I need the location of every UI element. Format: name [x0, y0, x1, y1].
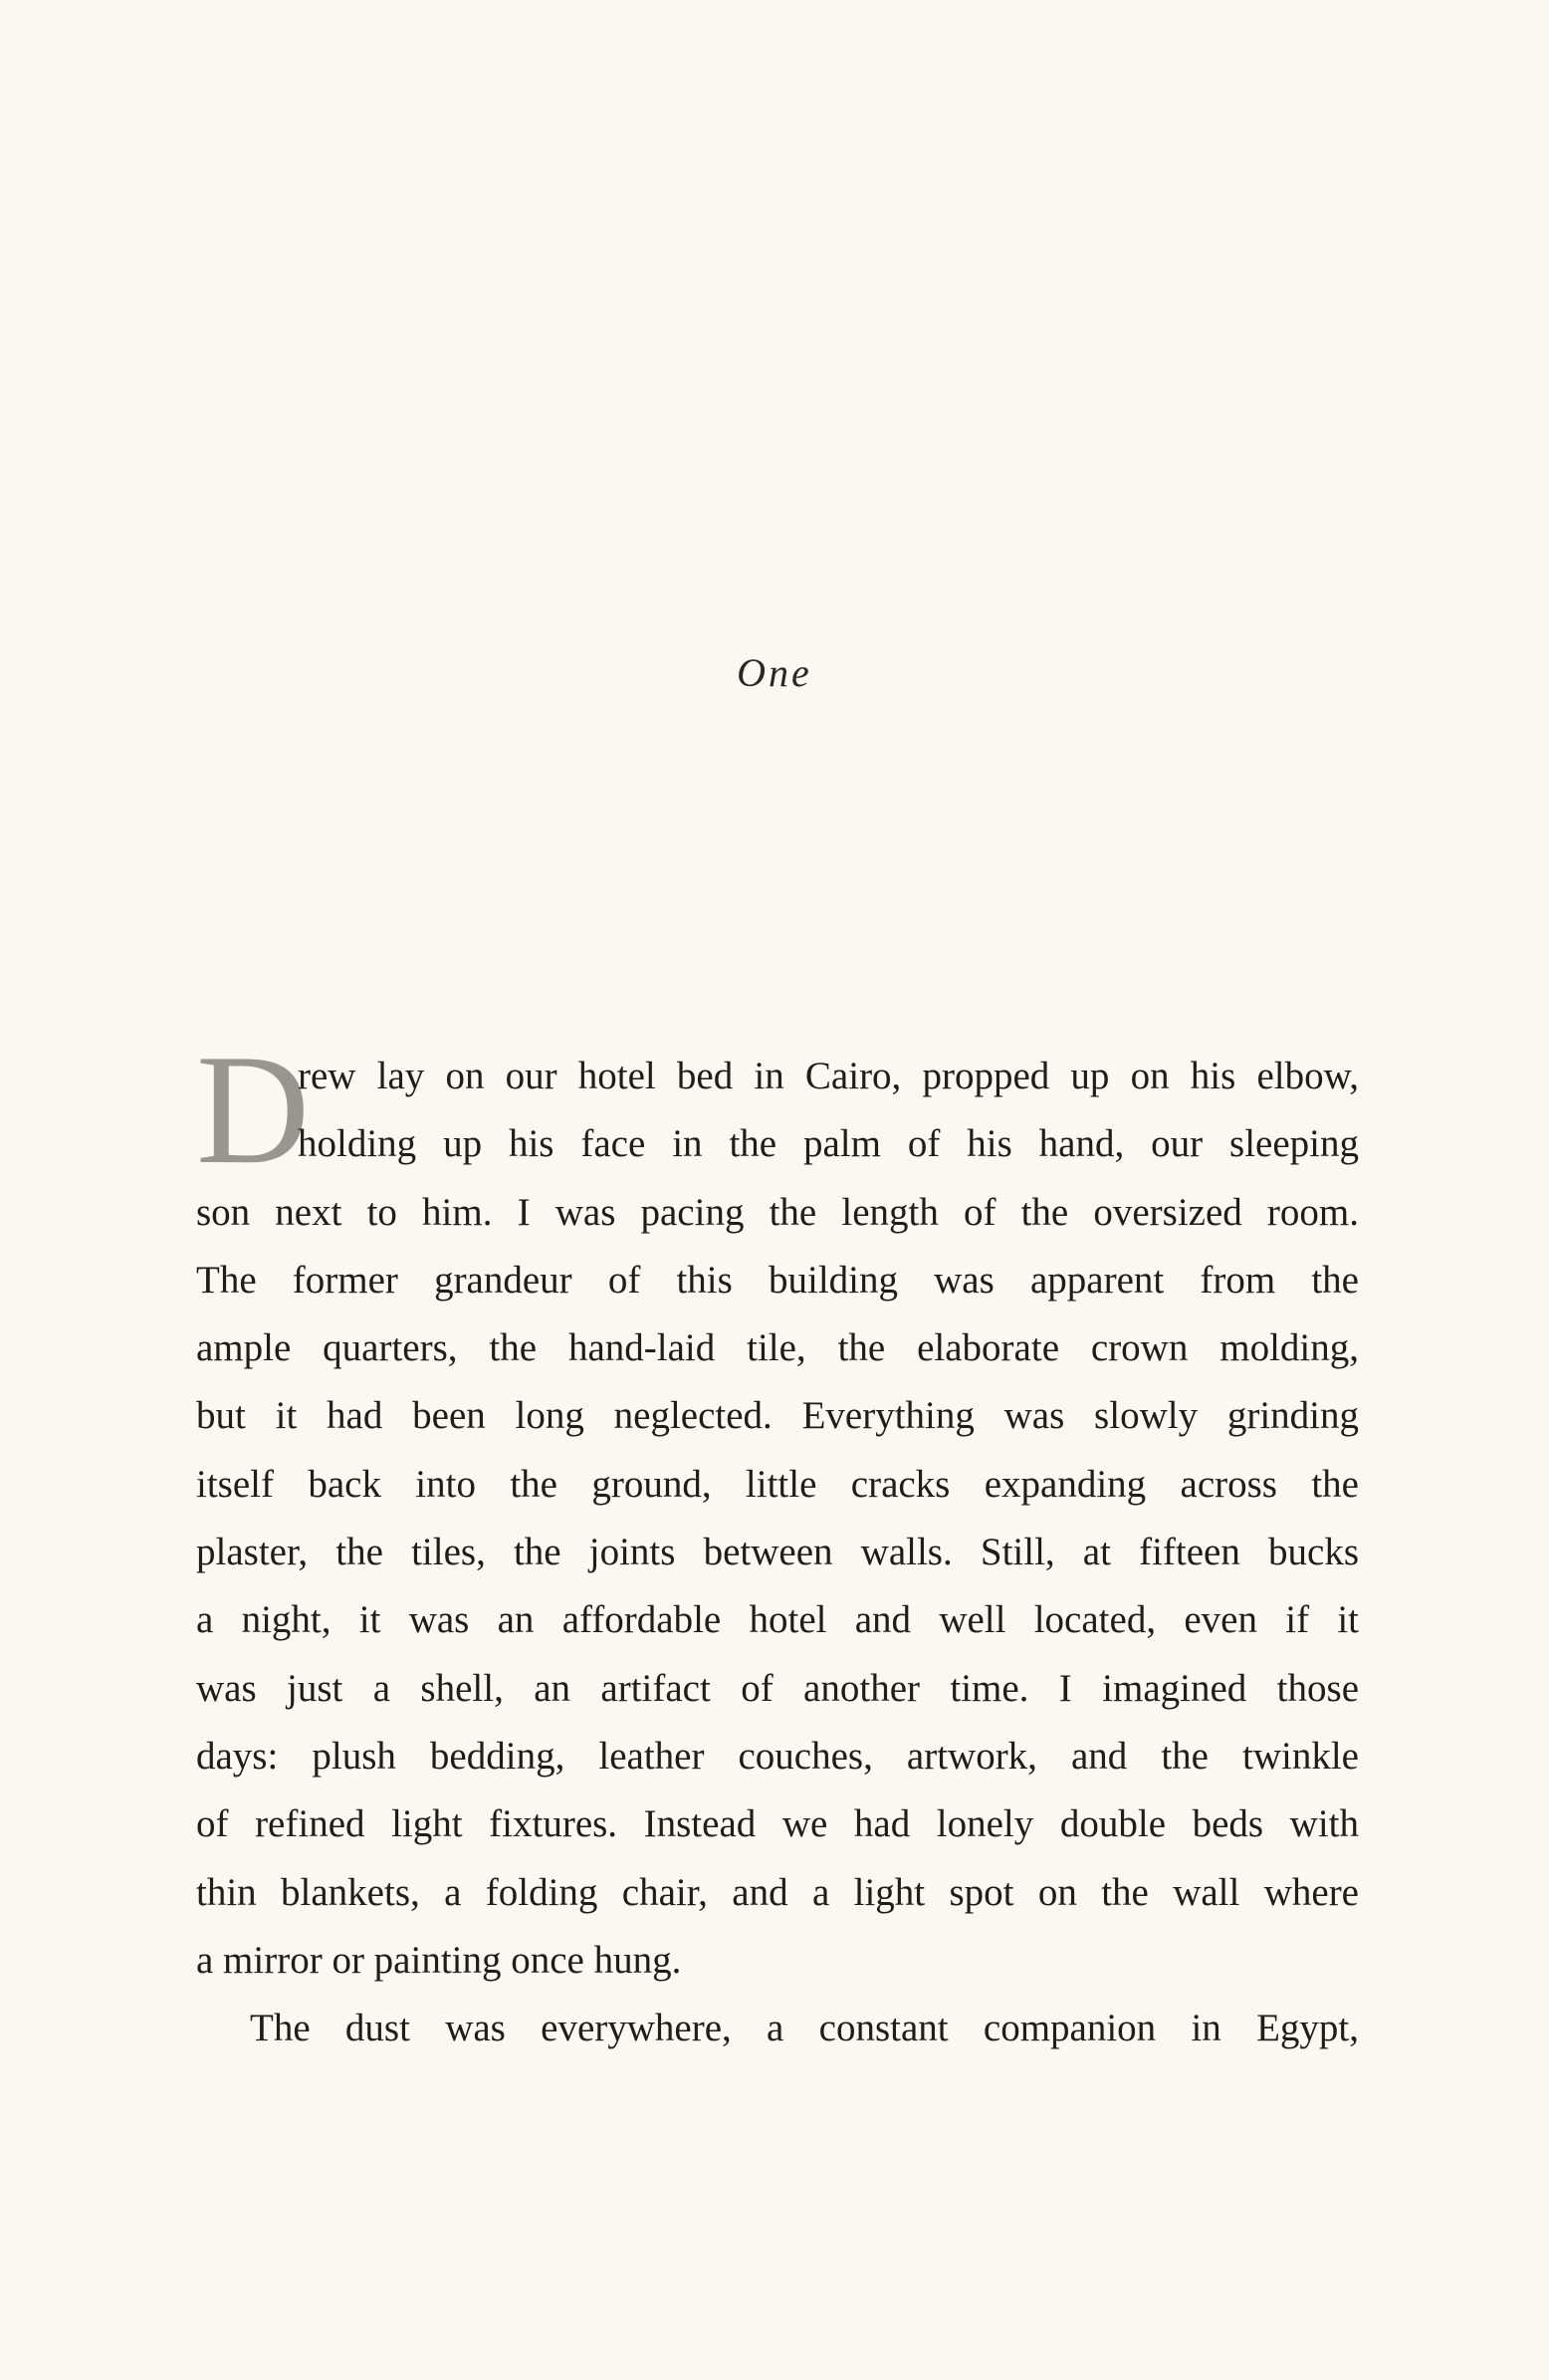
text-line: plaster, the tiles, the joints between walls. Still, at fifteen bucks	[196, 1531, 1359, 1574]
text-line: holding up his face in the palm of his hand, our sleeping	[298, 1122, 1359, 1166]
drop-cap: D	[196, 1023, 311, 1197]
text-line: thin blankets, a folding chair, and a light spot on the wall where	[196, 1870, 1359, 1914]
text-line: itself back into the ground, little cracks expanding across the	[196, 1462, 1359, 1506]
text-line: was just a shell, an artifact of another time. I imagined those	[196, 1666, 1359, 1710]
text-line: days: plush bedding, leather couches, artwork, and the twinkle	[196, 1734, 1359, 1778]
text-line: a night, it was an affordable hotel and well located, even if it	[196, 1598, 1359, 1642]
chapter-title: One	[737, 650, 812, 695]
text-line: The former grandeur of this building was apparent from the	[196, 1258, 1359, 1302]
text-line: rew lay on our hotel bed in Cairo, propped up on his elbow,	[298, 1055, 1359, 1097]
text-line: but it had been long neglected. Everything was slowly grinding	[196, 1394, 1359, 1438]
text-line: son next to him. I was pacing the length of the oversized room.	[196, 1190, 1359, 1234]
text-line: of refined light fixtures. Instead we had lonely double beds with	[196, 1802, 1359, 1846]
text-line: a mirror or painting once hung.	[196, 1938, 682, 1982]
text-line: ample quarters, the hand-laid tile, the elaborate crown molding,	[196, 1326, 1359, 1370]
text-line: The dust was everywhere, a constant companion in Egypt,	[250, 2007, 1359, 2050]
chapter-body	[196, 1023, 1359, 2062]
